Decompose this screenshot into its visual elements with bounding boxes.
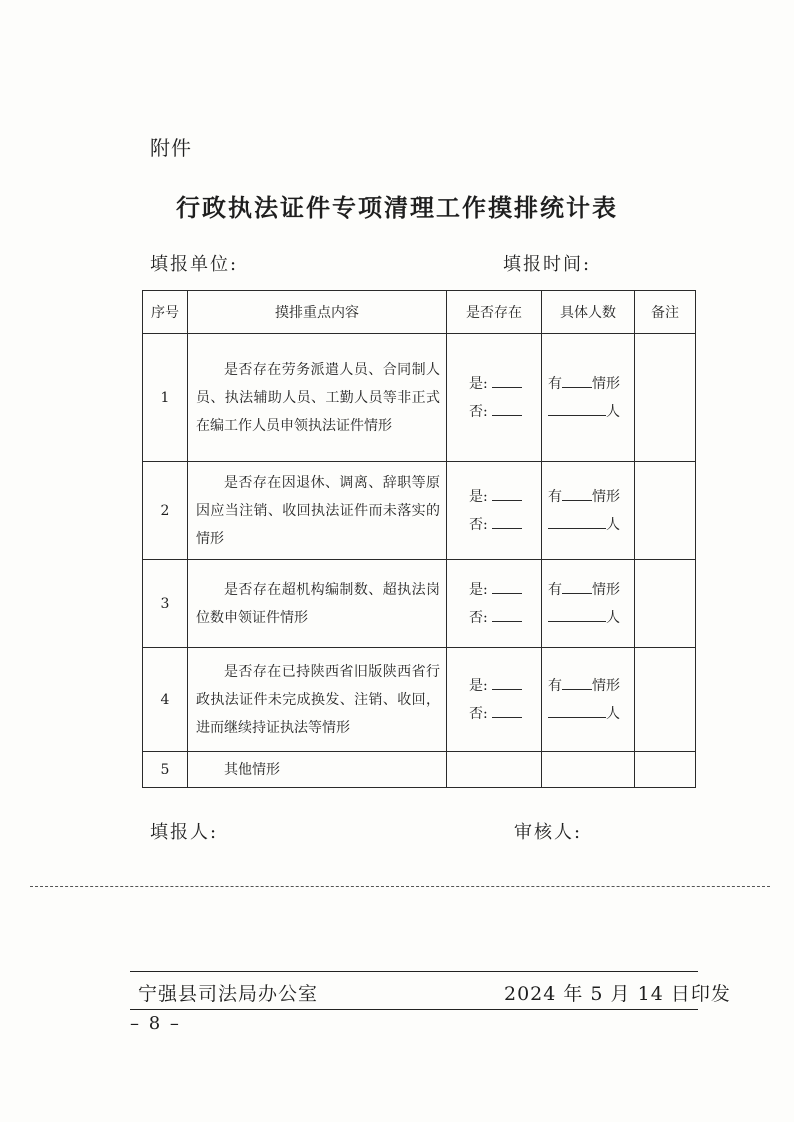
note-cell[interactable] (635, 334, 696, 462)
table-row (143, 462, 696, 560)
yes-blank[interactable] (492, 675, 522, 690)
count-cell (542, 648, 635, 752)
row-number: 1 (143, 334, 188, 462)
table-row (143, 334, 696, 462)
divider-dashed (30, 886, 770, 887)
person-label: 人 (606, 705, 620, 722)
no-line (469, 604, 541, 632)
no-blank[interactable] (492, 703, 522, 718)
footer-rule-top (130, 971, 698, 972)
exists-cell (447, 648, 542, 752)
situation-label: 情形 (592, 488, 620, 505)
exists-cell (447, 462, 542, 560)
row-number: 3 (143, 560, 188, 648)
row-number: 2 (143, 462, 188, 560)
table-row (143, 648, 696, 752)
yes-line (469, 370, 541, 398)
reporting-unit-label: 填报单位: (150, 254, 239, 275)
header-count: 具体人数 (542, 291, 635, 334)
situation-label: 情形 (592, 375, 620, 392)
count-cell[interactable] (542, 752, 635, 788)
person-line (548, 511, 634, 539)
person-label: 人 (606, 516, 620, 533)
count-cell (542, 560, 635, 648)
row-number: 4 (143, 648, 188, 752)
row-content: 其他情形 (188, 752, 447, 788)
situation-blank[interactable] (562, 486, 592, 501)
attachment-label: 附件 (150, 136, 192, 160)
yes-label: 是: (469, 375, 488, 392)
person-line (548, 700, 634, 728)
no-blank[interactable] (492, 401, 522, 416)
situation-blank[interactable] (562, 373, 592, 388)
reviewer-label: 审核人: (514, 822, 583, 843)
yes-line (469, 672, 541, 700)
person-blank[interactable] (548, 703, 606, 718)
no-blank[interactable] (492, 607, 522, 622)
no-line (469, 700, 541, 728)
table-header-row (143, 291, 696, 334)
no-line (469, 511, 541, 539)
situation-blank[interactable] (562, 675, 592, 690)
survey-table (142, 290, 696, 788)
filler-label: 填报人: (150, 822, 219, 843)
situation-line (548, 370, 634, 398)
person-blank[interactable] (548, 401, 606, 416)
note-cell[interactable] (635, 752, 696, 788)
footer-rule-bottom (130, 1009, 698, 1010)
issue-date: 2024 年 5 月 14 日印发 (504, 983, 731, 1005)
yes-label: 是: (469, 488, 488, 505)
exists-cell (447, 334, 542, 462)
person-blank[interactable] (548, 514, 606, 529)
row-content: 是否存在已持陕西省旧版陕西省行政执法证件未完成换发、注销、收回，进而继续持证执法等情形 (188, 648, 447, 752)
situation-blank[interactable] (562, 579, 592, 594)
header-serial: 序号 (143, 291, 188, 334)
note-cell[interactable] (635, 462, 696, 560)
has-label: 有 (548, 677, 562, 694)
count-cell (542, 334, 635, 462)
no-label: 否: (469, 609, 488, 626)
header-exists: 是否存在 (447, 291, 542, 334)
yes-label: 是: (469, 677, 488, 694)
has-label: 有 (548, 581, 562, 598)
row-content: 是否存在因退休、调离、辞职等原因应当注销、收回执法证件而未落实的情形 (188, 462, 447, 560)
yes-line (469, 483, 541, 511)
table-row (143, 752, 696, 788)
has-label: 有 (548, 488, 562, 505)
person-line (548, 604, 634, 632)
table-row (143, 560, 696, 648)
person-line (548, 398, 634, 426)
page-number: – 8 – (130, 1013, 181, 1034)
note-cell[interactable] (635, 648, 696, 752)
situation-label: 情形 (592, 581, 620, 598)
yes-label: 是: (469, 581, 488, 598)
situation-line (548, 576, 634, 604)
count-cell (542, 462, 635, 560)
note-cell[interactable] (635, 560, 696, 648)
yes-blank[interactable] (492, 373, 522, 388)
has-label: 有 (548, 375, 562, 392)
row-content: 是否存在超机构编制数、超执法岗位数申领证件情形 (188, 560, 447, 648)
no-label: 否: (469, 403, 488, 420)
no-blank[interactable] (492, 514, 522, 529)
person-label: 人 (606, 403, 620, 420)
exists-cell (447, 560, 542, 648)
issuing-office: 宁强县司法局办公室 (138, 983, 319, 1005)
document-title: 行政执法证件专项清理工作摸排统计表 (176, 193, 618, 222)
situation-label: 情形 (592, 677, 620, 694)
exists-cell[interactable] (447, 752, 542, 788)
row-number: 5 (143, 752, 188, 788)
reporting-time-label: 填报时间: (503, 254, 592, 275)
yes-line (469, 576, 541, 604)
header-note: 备注 (635, 291, 696, 334)
person-label: 人 (606, 609, 620, 626)
situation-line (548, 483, 634, 511)
no-label: 否: (469, 516, 488, 533)
no-line (469, 398, 541, 426)
person-blank[interactable] (548, 607, 606, 622)
yes-blank[interactable] (492, 579, 522, 594)
no-label: 否: (469, 705, 488, 722)
situation-line (548, 672, 634, 700)
yes-blank[interactable] (492, 486, 522, 501)
header-content: 摸排重点内容 (188, 291, 447, 334)
row-content: 是否存在劳务派遣人员、合同制人员、执法辅助人员、工勤人员等非正式在编工作人员申领执法证件情形 (188, 334, 447, 462)
